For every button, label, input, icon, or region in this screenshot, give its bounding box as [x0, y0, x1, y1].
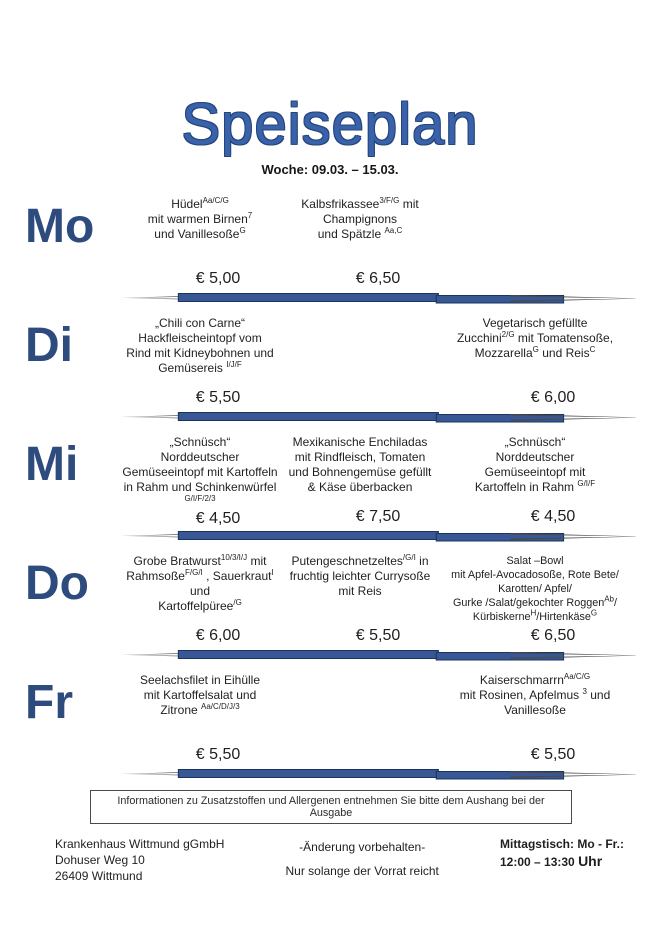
- meal-column-3: [440, 671, 630, 765]
- decorative-divider: [120, 528, 640, 544]
- meal-column-2: [280, 195, 440, 289]
- meal-column-1: [120, 433, 280, 527]
- decorative-divider: [120, 647, 640, 663]
- meal-description: „Chili con Carne“ Hackfleischeintopf vom Rind mit Kidneybohnen und Gemüsereis $^{I/J/F}$: [126, 316, 274, 375]
- meal-column-1: [120, 195, 280, 289]
- meal-price: € 5,50: [355, 627, 401, 644]
- lunch-time-unit: Uhr: [578, 853, 603, 869]
- meal-columns: [120, 433, 660, 527]
- meal-price: € 4,50: [530, 508, 576, 525]
- decorative-divider: [120, 409, 640, 425]
- meal-description: Vegetarisch gefüllte Zucchini$^{2/G}$ mit Tomatensoße, Mozzarella$^G$ und Reis$^C$: [456, 316, 614, 360]
- footer-address: [55, 836, 224, 884]
- meal-price: € 5,50: [195, 746, 241, 763]
- meal-description: Salat –Bowl mit Apfel-Avocadosoße, Rote Bete/ Karotten/ Apfel/ Gurke /Salat/gekochter Roggen$^{Ab}$/ Kürbiskerne$^H$/Hirtenkäse$^G$: [451, 555, 619, 623]
- day-label-di: Di: [25, 319, 73, 372]
- lunch-days: Mittagstisch: Mo - Fr.:: [499, 837, 624, 851]
- meal-column-3: [440, 314, 630, 408]
- meal-column-2: [280, 552, 440, 646]
- meal-description: Kalbsfrikassee$^{3/F/G}$ mit Champignons und Spätzle $^{Aa,C}$: [301, 196, 419, 241]
- meal-description: „Schnüsch“ Norddeutscher Gemüseeintopf mit Kartoffeln in Rahm $^{G/I/F}$: [474, 435, 596, 494]
- meal-column-1: [120, 671, 280, 765]
- meal-column-1: [120, 552, 280, 646]
- meal-price: € 5,00: [195, 270, 241, 287]
- page-title: Speiseplan: [181, 92, 479, 157]
- day-label-do: Do: [25, 557, 89, 610]
- meal-columns: [120, 195, 660, 289]
- footer-notice-line: Nur solange der Vorrat reicht: [285, 864, 439, 878]
- meal-columns: [120, 314, 660, 408]
- meal-price: € 6,00: [530, 389, 576, 406]
- decorative-divider: [120, 290, 640, 306]
- day-row-mo: [0, 195, 660, 289]
- meal-column-1: [120, 314, 280, 408]
- lunch-time-range: 12:00 – 13:30: [499, 855, 575, 869]
- meal-columns: [120, 552, 660, 646]
- footer-notice: [285, 836, 438, 884]
- footer-address-line: Dohuser Weg 10: [55, 853, 145, 867]
- day-label-mi: Mi: [25, 438, 79, 491]
- meal-price: € 5,50: [530, 746, 576, 763]
- day-row-fr: [0, 671, 660, 765]
- footer: [0, 824, 660, 884]
- meal-price: € 5,50: [195, 389, 241, 406]
- meal-column-2: [280, 433, 440, 527]
- week-range: Woche: 09.03. – 15.03.: [261, 162, 399, 177]
- meal-price: € 6,50: [355, 270, 401, 287]
- meal-columns: [120, 671, 660, 765]
- day-row-di: [0, 314, 660, 408]
- day-row-mi: [0, 433, 660, 527]
- day-row-do: [0, 552, 660, 646]
- meal-column-2: [280, 314, 440, 408]
- meal-description: Putengeschnetzeltes$^{/G/I}$ in fruchtig leichter Currysoße mit Reis: [289, 553, 431, 598]
- meal-description: Kaiserschmarrn$^{Aa/C/G}$ mit Rosinen, Apfelmus $^3$ und Vanillesoße: [459, 672, 611, 717]
- meal-price: € 7,50: [355, 508, 401, 525]
- footer-lunch-hours: [500, 836, 624, 884]
- meal-plan-rows: [0, 195, 660, 782]
- meal-column-3: [440, 552, 630, 646]
- meal-description: Grobe Bratwurst$^{10/3/I/J}$ mit Rahmsoße$^{F/G/I}$ , Sauerkraut$^I$ und Kartoffelpüree$^{/G}$: [126, 553, 274, 613]
- meal-column-2: [280, 671, 440, 765]
- meal-price: € 6,00: [195, 627, 241, 644]
- day-label-mo: Mo: [25, 200, 95, 253]
- footer-address-line: 26409 Wittmund: [55, 869, 143, 883]
- footer-address-line: Krankenhaus Wittmund gGmbH: [55, 837, 225, 851]
- meal-description: „Schnüsch“ Norddeutscher Gemüseeintopf mit Kartoffeln in Rahm und Schinkenwürfel $^{G/I/F/2/3}$: [122, 435, 278, 503]
- meal-description: Hüdel$^{Aa/C/G}$ mit warmen Birnen$^7$ und Vanillesoße$^G$: [147, 196, 253, 241]
- meal-price: € 4,50: [195, 510, 241, 527]
- meal-column-3: [440, 433, 630, 527]
- allergen-info-box: Informationen zu Zusatzstoffen und Allergenen entnehmen Sie bitte dem Aushang bei der Ausgabe: [90, 790, 572, 824]
- decorative-divider: [120, 766, 640, 782]
- lunch-time: [500, 853, 624, 871]
- day-label-fr: Fr: [25, 676, 73, 729]
- footer-notice-line: -Änderung vorbehalten-: [299, 840, 426, 854]
- meal-price: € 6,50: [530, 627, 576, 644]
- meal-description: Seelachsfilet in Eihülle mit Kartoffelsalat und Zitrone $^{Aa/C/D/J/3}$: [139, 673, 261, 717]
- meal-description: Mexikanische Enchiladas mit Rindfleisch, Tomaten und Bohnengemüse gefüllt & Käse überbacken: [288, 435, 432, 494]
- meal-column-3: [440, 195, 630, 289]
